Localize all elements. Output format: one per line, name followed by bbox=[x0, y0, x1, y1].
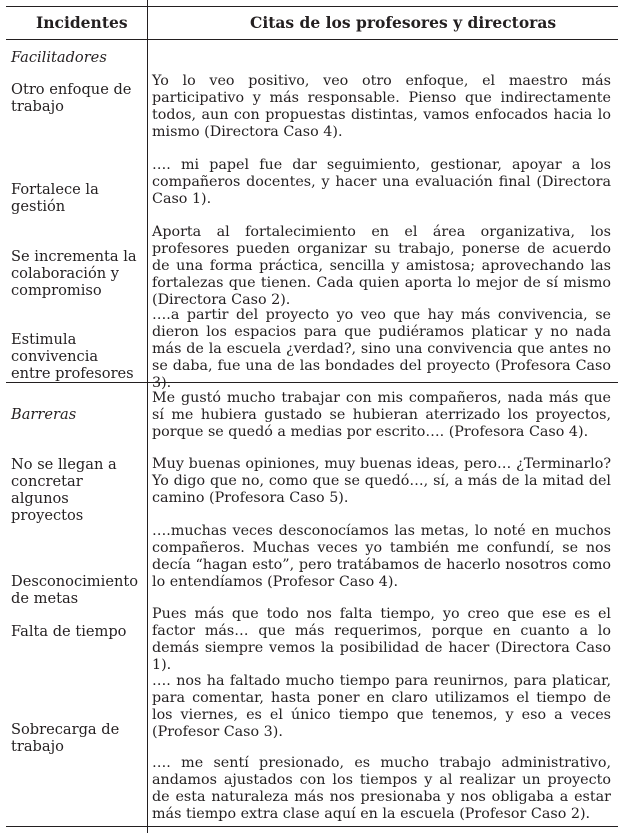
bottom-rule bbox=[6, 826, 618, 827]
incident-label: Falta de tiempo bbox=[11, 623, 127, 640]
quote-text: ….a partir del proyecto yo veo que hay más convivencia, se dieron los espacios para que pudiéramos platicar y no nada más de la escuela ¿verdad?, sino una convivencia que antes no se daba, fue una de las bondades del proyecto (Profesora Caso 3). bbox=[152, 307, 611, 391]
incident-label: Desconocimiento de metas bbox=[11, 573, 139, 607]
quote-text: …. mi papel fue dar seguimiento, gestionar, apoyar a los compañeros docentes, y hacer una evaluación final (Directora Caso 1). bbox=[152, 157, 611, 207]
quote-text: ….muchas veces desconocíamos las metas, lo noté en muchos compañeros. Muchas veces yo también me confundí, se nos decía “hagan esto”, pero tratábamos de hacerlo nosotros como lo entendíamos (Profesor Caso 4). bbox=[152, 523, 611, 590]
quote-text: Yo lo veo positivo, veo otro enfoque, el maestro más participativo y más responsable. Pienso que indirectamente todos, aun con propuestas distintas, vamos enfocados hacia lo mismo (Directora Caso 4). bbox=[152, 73, 611, 140]
quote-text: Muy buenas opiniones, muy buenas ideas, pero… ¿Terminarlo? Yo digo que no, como que se quedó…, sí, a más de la mitad del camino (Profesora Caso 5). bbox=[152, 456, 611, 506]
quote-text: Aporta al fortalecimiento en el área organizativa, los profesores pueden organizar su trabajo, ponerse de acuerdo de una forma práctica, sencilla y amistosa; aprovechando las fortalezas que tienen. Cada quien aporta lo mejor de sí mismo (Directora Caso 2). bbox=[152, 224, 611, 308]
incident-label: Fortalece la gestión bbox=[11, 181, 99, 215]
section-title-facilitadores: Facilitadores bbox=[11, 49, 107, 66]
quote-text: Me gustó mucho trabajar con mis compañeros, nada más que sí me hubiera gustado se hubieran aterrizado los proyectos, porque se quedó a medias por escrito…. (Profesora Caso 4). bbox=[152, 390, 611, 440]
section-title-barreras: Barreras bbox=[11, 406, 77, 423]
incident-label: Estimula convivencia entre profesores bbox=[11, 331, 134, 382]
incident-label: Se incrementa la colaboración y compromiso bbox=[11, 248, 137, 299]
column-divider bbox=[147, 0, 148, 833]
quote-text: …. me sentí presionado, es mucho trabajo administrativo, andamos ajustados con los tiempos y al realizar un proyecto de esta naturaleza más nos presionaba y nos obligaba a estar más tiempo extra clase aquí en la escuela (Profesor Caso 2). bbox=[152, 755, 611, 822]
quote-text: …. nos ha faltado mucho tiempo para reunirnos, para platicar, para comentar, hasta poner en claro utilizamos el tiempo de los viernes, es el único tiempo que tenemos, y eso a veces (Profesor Caso 3). bbox=[152, 673, 611, 740]
header-rule bbox=[6, 39, 618, 40]
top-rule bbox=[6, 6, 618, 7]
incident-label: Sobrecarga de trabajo bbox=[11, 721, 120, 755]
quote-text: Pues más que todo nos falta tiempo, yo creo que ese es el factor más… que más requerimos, porque en cuanto a lo demás siempre vemos la posibilidad de hacer (Directora Caso 1). bbox=[152, 606, 611, 673]
incident-label: Otro enfoque de trabajo bbox=[11, 81, 132, 115]
header-quotes: Citas de los profesores y directoras bbox=[250, 13, 557, 32]
header-incidents: Incidentes bbox=[36, 13, 128, 32]
incident-label: No se llegan a concretar algunos proyectos bbox=[11, 456, 117, 524]
